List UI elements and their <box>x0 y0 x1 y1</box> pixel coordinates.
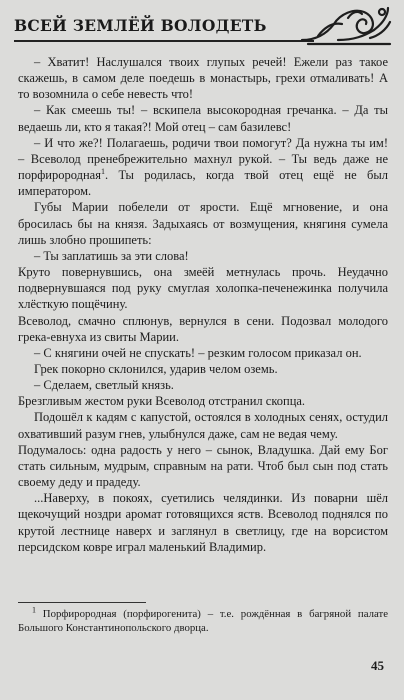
footnote-reference: 1 <box>100 166 105 176</box>
paragraph: ...Наверху, в покоях, суетились челядинки. Из поварни шёл щекочущий ноздри аромат готовящихся яств. Всеволод поднялся по крутой лестнице наверх и заглянул в светлицу, где на ворсистом персидском ковре играл маленький Владимир. <box>18 491 388 554</box>
paragraph: – С княгини очей не спускать! – резким голосом приказал он. <box>34 345 362 360</box>
page-number: 45 <box>371 658 384 673</box>
body-text <box>18 54 388 555</box>
running-header-title: ВСЕЙ ЗЕМЛЁЙ ВОЛОДЕТЬ <box>14 16 267 35</box>
paragraph: – Как смеешь ты! – вскипела высокородная гречанка. – Да ты ведаешь ли, кто я такая?! Мой отец – сам базилевс! <box>18 103 388 134</box>
footnote-rule <box>18 602 146 603</box>
paragraph-text: – И что же?! Полагаешь, родичи твои помогут? Да нужна ты им! – Всеволод пренебрежительно махнул рукой. – Ты ведь даже не порфирородная <box>18 135 388 183</box>
paragraph: Всеволод, смачно сплюнув, вернулся в сени. Подозвал молодого грека-евнуха из свиты Марии. <box>18 313 388 344</box>
paragraph-with-footnote <box>18 135 388 200</box>
paragraph-text-tail: . Ты родилась, когда твой отец ещё не был императором. <box>18 168 388 199</box>
paragraph: – Сделаем, светлый князь. <box>34 378 174 393</box>
paragraph: Подошёл к кадям с капустой, остоялся в холодных сенях, остудил охвативший разум гнев, улыбнулся даже, сам не ведая чему. <box>18 410 388 441</box>
paragraph: – Ты заплатишь за эти слова! <box>34 248 189 263</box>
ornament-icon <box>298 2 394 46</box>
paragraph: – Хватит! Наслушался твоих глупых речей! Ежели раз такое скажешь, в самом деле поедешь в монастырь, грехи отмаливать! А то возомнила о себе невесть что! <box>18 55 388 102</box>
paragraph: Губы Марии побелели от ярости. Ещё мгновение, и она бросилась бы на князя. Задыхаясь от возмущения, княгиня сумела лишь злобно прошипеть: <box>18 200 388 247</box>
paragraph: Подумалось: одна радость у него – сынок, Владушка. Дай ему Бог стать сильным, мудрым, справным на рати. Чтоб был сын под стать своему деду и прадеду. <box>18 442 388 490</box>
paragraph: Грек покорно склонился, ударив челом оземь. <box>34 361 278 376</box>
footnote-text: Порфирородная (порфирогенита) – т.е. рождённая в багряной палате Большого Константинопольского дворца. <box>18 608 388 634</box>
footnote <box>18 607 388 635</box>
paragraph: Брезгливым жестом руки Всеволод отстранил скопца. <box>18 394 306 409</box>
paragraph: Круто повернувшись, она змеёй метнулась прочь. Неудачно подвернувшаяся под руку смуглая холопка-печенежинка получила хлёсткую пощёчину. <box>18 265 388 312</box>
running-header <box>0 0 404 48</box>
footnote-mark: 1 <box>32 605 36 615</box>
header-rule <box>14 40 314 42</box>
